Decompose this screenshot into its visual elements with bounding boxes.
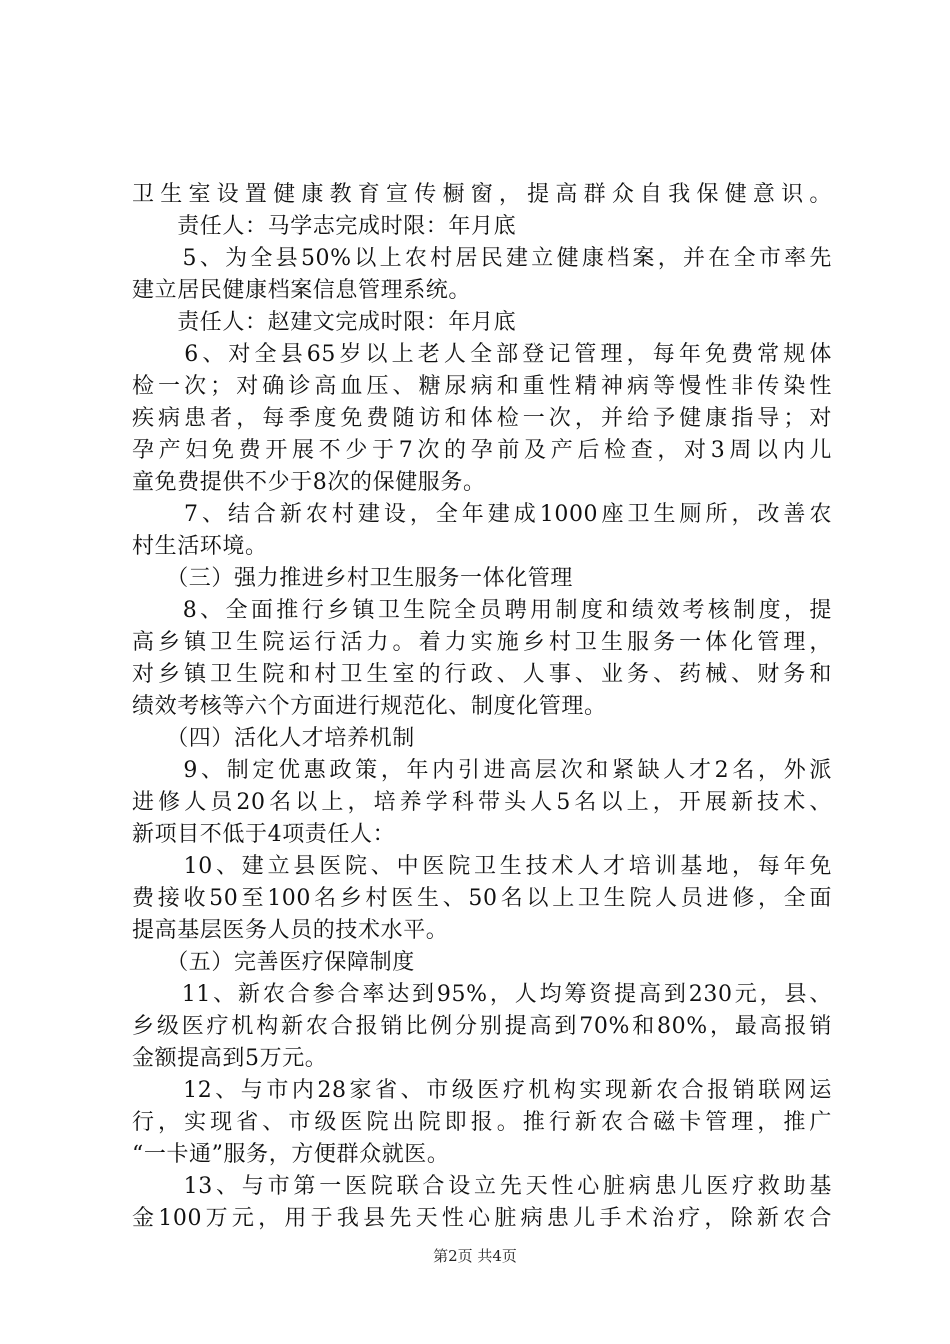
body-text-line: 行，实现省、市级医院出院即报。推行新农合磁卡管理，推广: [132, 1110, 832, 1135]
body-text-line: 新项目不低于4项责任人：: [132, 822, 396, 847]
body-text-line: 13、与市第一医院联合设立先天性心脏病患儿医疗救助基: [132, 1174, 832, 1199]
body-text-line: 10、建立县医院、中医院卫生技术人才培训基地，每年免: [132, 854, 832, 879]
body-text-line: 卫生室设置健康教育宣传橱窗，提高群众自我保健意识。: [132, 182, 832, 207]
body-text-line: “一卡通”服务，方便群众就医。: [132, 1142, 450, 1167]
body-text-line: 5、为全县50%以上农村居民建立健康档案，并在全市率先: [132, 246, 832, 271]
body-text-line: 孕产妇免费开展不少于7次的孕前及产后检查，对3周以内儿: [132, 438, 832, 463]
section-heading: （三）强力推进乡村卫生服务一体化管理: [132, 566, 574, 591]
body-text-line: 费接收50至100名乡村医生、50名以上卫生院人员进修，全面: [132, 886, 832, 911]
body-text-line: 疾病患者，每季度免费随访和体检一次，并给予健康指导；对: [132, 406, 832, 431]
section-heading: （四）活化人才培养机制: [132, 726, 415, 751]
section-heading: （五）完善医疗保障制度: [132, 950, 415, 975]
body-text-line: 金额提高到5万元。: [132, 1046, 328, 1071]
body-text-line: 12、与市内28家省、市级医疗机构实现新农合报销联网运: [132, 1078, 832, 1103]
body-text-line: 高乡镇卫生院运行活力。着力实施乡村卫生服务一体化管理，: [132, 630, 832, 655]
body-text-line: 责任人：赵建文完成时限：年月底: [132, 310, 517, 335]
body-text-line: 9、制定优惠政策，年内引进高层次和紧缺人才2名，外派: [132, 758, 832, 783]
body-text-line: 乡级医疗机构新农合报销比例分别提高到70%和80%，最高报销: [132, 1014, 832, 1039]
body-text-line: 进修人员20名以上，培养学科带头人5名以上，开展新技术、: [132, 790, 832, 815]
body-text-line: 童免费提供不少于8次的保健服务。: [132, 470, 486, 495]
body-text-line: 建立居民健康档案信息管理系统。: [132, 278, 472, 303]
body-text-line: 11、新农合参合率达到95%，人均筹资提高到230元，县、: [132, 982, 832, 1007]
page-footer: 第2页 共4页: [433, 1247, 517, 1265]
body-text-line: 7、结合新农村建设，全年建成1000座卫生厕所，改善农: [132, 502, 832, 527]
body-text-line: 对乡镇卫生院和村卫生室的行政、人事、业务、药械、财务和: [132, 662, 832, 687]
body-text-line: 绩效考核等六个方面进行规范化、制度化管理。: [132, 694, 607, 719]
body-text-line: 提高基层医务人员的技术水平。: [132, 918, 449, 943]
body-text-line: 6、对全县65岁以上老人全部登记管理，每年免费常规体: [132, 342, 832, 367]
body-text-line: 责任人：马学志完成时限：年月底: [132, 214, 517, 239]
body-text-line: 金100万元，用于我县先天性心脏病患儿手术治疗，除新农合: [132, 1206, 832, 1231]
body-text-line: 检一次；对确诊高血压、糖尿病和重性精神病等慢性非传染性: [132, 374, 832, 399]
body-text-line: 村生活环境。: [132, 534, 268, 559]
body-text-line: 8、全面推行乡镇卫生院全员聘用制度和绩效考核制度，提: [132, 598, 832, 623]
